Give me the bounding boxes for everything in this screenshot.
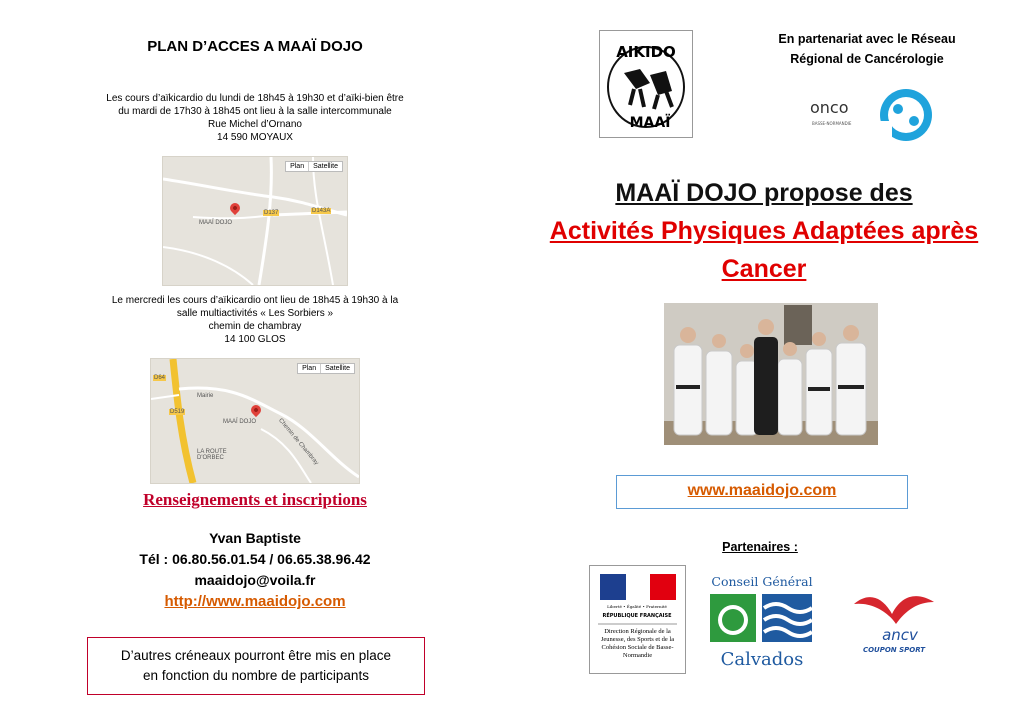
- ancv-coupon-sport-logo: [848, 590, 940, 656]
- main-title-line2: Activités Physiques Adaptées après: [549, 217, 979, 245]
- wednesday-schedule: [85, 294, 425, 346]
- map-pin-label: MAAÏ DOJO: [223, 419, 257, 425]
- map-plan-option[interactable]: Plan: [286, 162, 309, 171]
- contact-phone: Tél : 06.80.56.01.54 / 06.65.38.96.42: [139, 551, 371, 567]
- road-label: D137: [264, 210, 279, 216]
- website-link-box[interactable]: [616, 475, 908, 509]
- onco-logo: [808, 85, 938, 147]
- road-label: D143A: [312, 208, 331, 214]
- group-photo-graphic: [664, 303, 878, 445]
- access-plan-title: PLAN D’ACCES A MAAÏ DOJO: [147, 38, 363, 55]
- schedule-line: Le mercredi les cours d’aïkicardio ont lieu de 18h45 à 19h30 à la: [111, 295, 399, 306]
- rf-republic: RÉPUBLIQUE FRANÇAISE: [602, 613, 672, 619]
- republique-francaise-logo: [589, 565, 686, 674]
- monday-tuesday-schedule: [85, 92, 425, 144]
- info-heading: Renseignements et inscriptions: [143, 490, 367, 509]
- onco-logo-graphic: [808, 85, 938, 147]
- map-moyaux[interactable]: [162, 156, 348, 286]
- aikido-logo-top-text: AIKIDO: [616, 43, 676, 61]
- place-label: LA ROUTE D'ORBEC: [197, 449, 227, 461]
- map-satellite-option[interactable]: Satellite: [313, 163, 338, 170]
- ancv-sub: COUPON SPORT: [862, 646, 926, 654]
- map-pin-label: MAAÏ DOJO: [199, 220, 233, 226]
- website-link[interactable]: www.maaidojo.com: [687, 482, 837, 499]
- partners-label: Partenaires :: [722, 540, 798, 554]
- cg-line2: Calvados: [720, 649, 804, 670]
- note-line: D’autres créneaux pourront être mis en place: [120, 648, 392, 663]
- address-city: 14 100 GLOS: [224, 334, 286, 345]
- map-plan-option[interactable]: Plan: [298, 364, 321, 373]
- contact-name: Yvan Baptiste: [209, 530, 301, 546]
- aikido-logo-graphic: [600, 31, 692, 137]
- note-line: en fonction du nombre de participants: [143, 668, 369, 683]
- conseil-general-calvados-logo: [706, 572, 818, 672]
- contact-email[interactable]: maaidojo@voila.fr: [194, 572, 316, 588]
- map-satellite-option[interactable]: Satellite: [325, 365, 350, 372]
- cg-line1: Conseil Général: [711, 574, 813, 589]
- street-label: Chemin de Chambray: [277, 417, 320, 467]
- note-box: [87, 637, 425, 695]
- venue-line: salle multiactivités « Les Sorbiers »: [176, 308, 334, 319]
- rf-motto: Liberté • Égalité • Fraternité: [607, 604, 667, 609]
- partnership-text: [742, 29, 992, 69]
- map-roads: [163, 157, 347, 285]
- ancv-word: ancv: [882, 626, 918, 644]
- partnership-line: Régional de Cancérologie: [790, 52, 944, 66]
- place-label: Mairie: [197, 393, 214, 399]
- main-title-line3: Cancer: [721, 255, 807, 283]
- ancv-logo-graphic: [848, 590, 940, 656]
- onco-logo-word: onco: [810, 98, 849, 117]
- aikido-logo-bottom-text: MAAÏ: [629, 115, 671, 131]
- map-type-toggle[interactable]: [297, 363, 355, 374]
- aikido-maai-logo: [599, 30, 693, 138]
- schedule-line: Les cours d’aïkicardio du lundi de 18h45 à 19h30 et d’aïki-bien être: [106, 93, 404, 104]
- road-label: D64: [154, 375, 166, 381]
- address-street: chemin de chambray: [208, 321, 302, 332]
- contact-block: [80, 528, 430, 612]
- partnership-line: En partenariat avec le Réseau: [778, 32, 956, 46]
- cg-logo-graphic: [706, 572, 818, 672]
- rf-organization: Direction Régionale de la Jeunesse, des Sports et de la Cohésion Sociale de Basse-Normandie: [600, 628, 675, 659]
- map-glos[interactable]: [150, 358, 360, 484]
- group-photo: [664, 303, 878, 445]
- map-type-toggle[interactable]: [285, 161, 343, 172]
- road-label: D519: [170, 409, 185, 415]
- schedule-line: du mardi de 17h30 à 18h45 ont lieu à la salle intercommunale: [118, 106, 392, 117]
- address-city: 14 590 MOYAUX: [217, 132, 293, 143]
- onco-logo-sub: BASSE-NORMANDIE: [812, 121, 852, 126]
- main-title: [530, 174, 998, 288]
- address-street: Rue Michel d’Ornano: [208, 119, 302, 130]
- main-title-line1: MAAÏ DOJO propose des: [615, 179, 913, 207]
- contact-website-link[interactable]: http://www.maaidojo.com: [164, 593, 346, 610]
